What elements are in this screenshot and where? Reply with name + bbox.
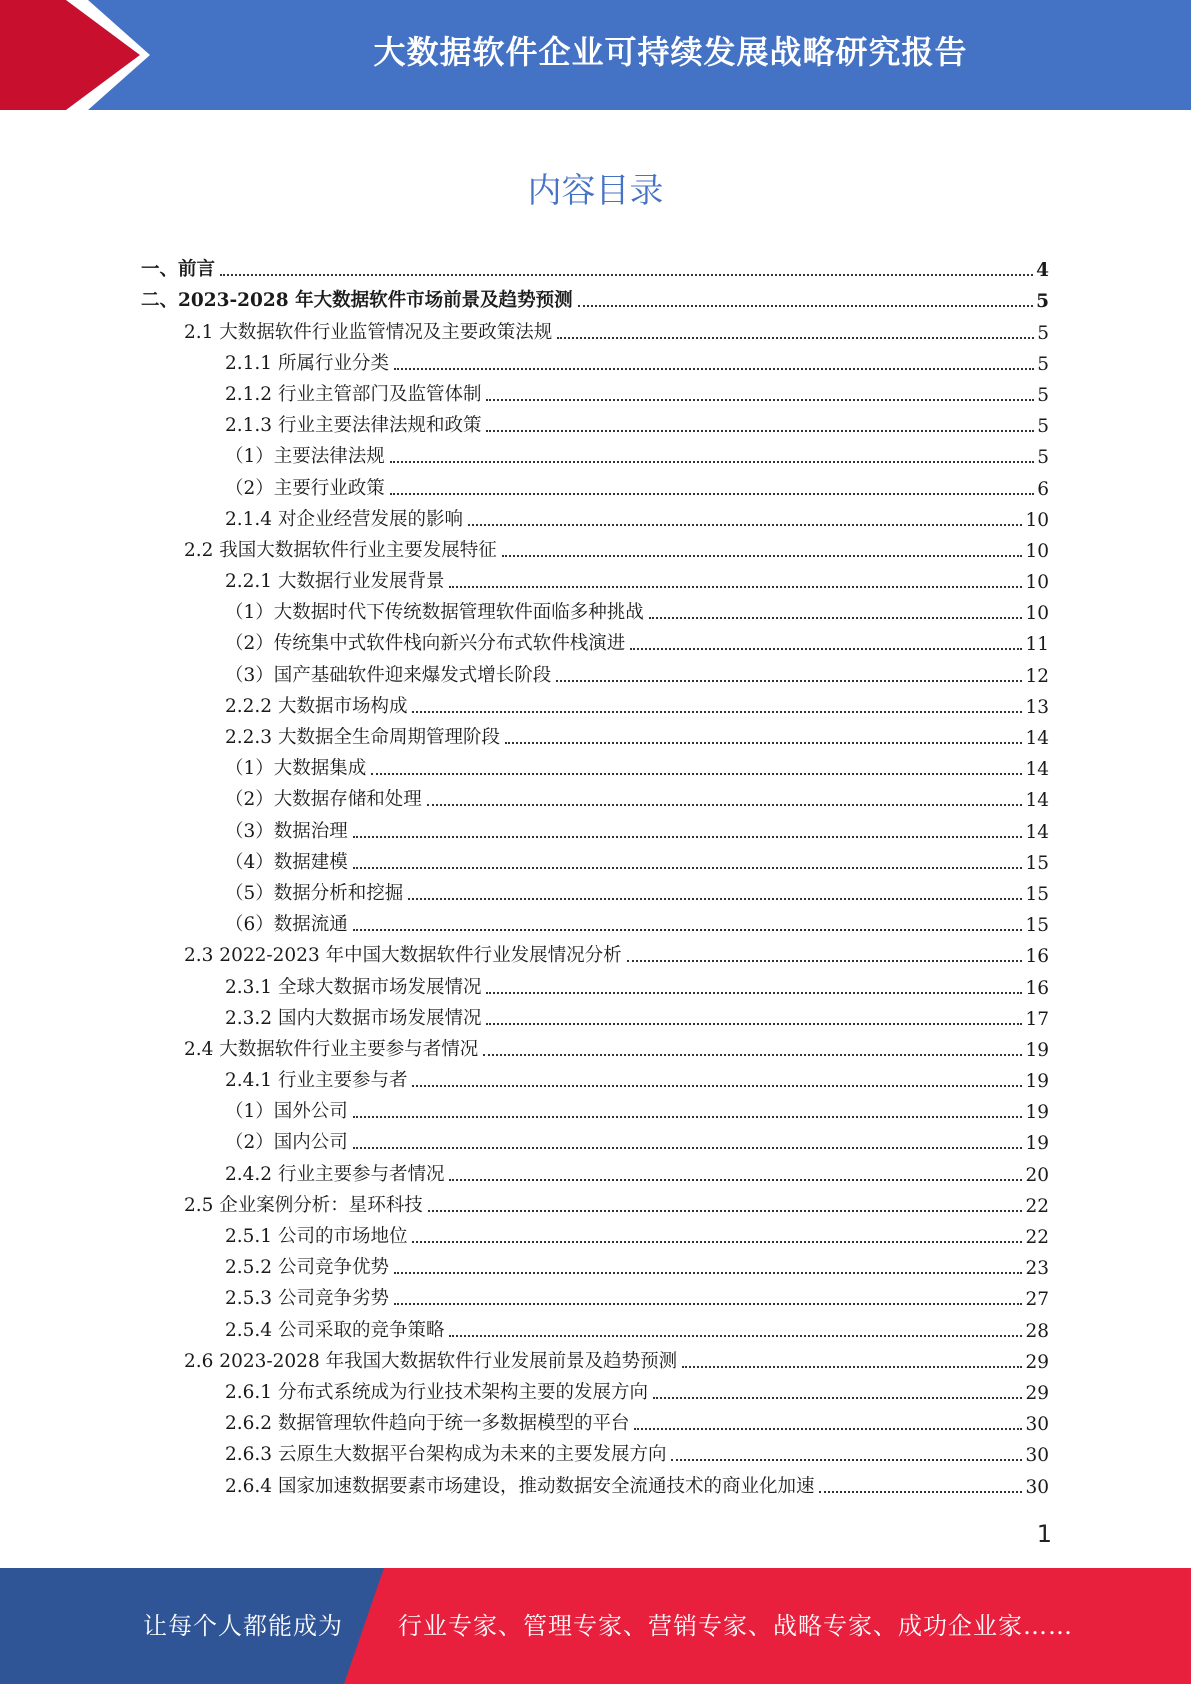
toc-entry-text: 2.6.3 云原生大数据平台架构成为未来的主要发展方向: [225, 1444, 667, 1466]
toc-dot-leader: [353, 1116, 1023, 1118]
toc-entry[interactable]: [141, 1190, 1049, 1221]
toc-entry[interactable]: [141, 1252, 1049, 1283]
footer-slogan-right: 行业专家、管理专家、营销专家、战略专家、成功企业家……: [398, 1612, 1073, 1640]
toc-entry-text: 2.1.1 所属行业分类: [225, 352, 389, 374]
toc-entry-page: 27: [1025, 1289, 1049, 1311]
toc-entry-text: 2.1 大数据软件行业监管情况及主要政策法规: [184, 321, 553, 343]
toc-entry[interactable]: [141, 441, 1049, 472]
report-title: 大数据软件企业可持续发展战略研究报告: [373, 33, 968, 71]
toc-entry-page: 5: [1037, 384, 1049, 406]
toc-entry-text: （5）数据分析和挖掘: [225, 882, 404, 904]
toc-entry[interactable]: [141, 691, 1049, 722]
toc-entry[interactable]: [141, 1346, 1049, 1377]
toc-entry-text: 2.2.3 大数据全生命周期管理阶段: [225, 727, 500, 748]
toc-dot-leader: [578, 305, 1034, 307]
toc-entry[interactable]: [141, 535, 1049, 566]
toc-entry[interactable]: [141, 1377, 1049, 1408]
toc-entry-text: （1）大数据时代下传统数据管理软件面临多种挑战: [225, 602, 644, 624]
toc-entry-text: 2.5.4 公司采取的竞争策略: [225, 1319, 445, 1341]
toc-entry-text: 一、前言: [141, 259, 216, 281]
toc-entry-page: 10: [1025, 603, 1049, 625]
toc-entry-text: 2.1.3 行业主要法律法规和政策: [225, 415, 482, 437]
toc-entry-text: 二、2023-2028 年大数据软件市场前景及趋势预测: [141, 290, 573, 312]
toc-entry[interactable]: [141, 285, 1049, 316]
toc-entry-text: 2.4 大数据软件行业主要参与者情况: [184, 1038, 479, 1060]
toc-entry-text: 2.3.2 国内大数据市场发展情况: [225, 1007, 482, 1029]
toc-entry[interactable]: [141, 1127, 1049, 1158]
toc-dot-leader: [371, 773, 1022, 775]
toc-dot-leader: [412, 1241, 1022, 1243]
toc-entry-text: 2.2.2 大数据市场构成: [225, 695, 408, 717]
footer-band: [0, 1568, 1191, 1684]
toc-entry[interactable]: [141, 1003, 1049, 1034]
toc-entry[interactable]: [141, 254, 1049, 285]
toc-entry-page: 16: [1025, 977, 1049, 999]
toc-entry-page: 6: [1037, 478, 1049, 500]
toc-entry-text: 2.5.1 公司的市场地位: [225, 1226, 408, 1247]
toc-entry[interactable]: [141, 472, 1049, 503]
toc-entry[interactable]: [141, 316, 1049, 347]
toc-entry-text: （1）国外公司: [225, 1101, 348, 1123]
toc-entry-page: 22: [1025, 1195, 1049, 1217]
toc-entry-page: 30: [1025, 1414, 1049, 1436]
toc-entry-page: 22: [1025, 1227, 1049, 1248]
toc-entry[interactable]: [141, 940, 1049, 971]
toc-entry-text: 2.5.2 公司竞争优势: [225, 1257, 389, 1279]
toc-dot-leader: [353, 929, 1023, 931]
toc-entry[interactable]: [141, 784, 1049, 815]
toc-entry[interactable]: [141, 1034, 1049, 1065]
toc-entry-page: 14: [1025, 821, 1049, 843]
toc-entry-text: （2）传统集中式软件栈向新兴分布式软件栈演进: [225, 633, 626, 655]
toc-entry-text: 2.1.2 行业主管部门及监管体制: [225, 383, 482, 405]
toc-entry[interactable]: [141, 847, 1049, 878]
toc-entry-text: （1）主要法律法规: [225, 446, 385, 468]
toc-entry-page: 19: [1025, 1039, 1049, 1061]
toc-entry-page: 19: [1025, 1102, 1049, 1124]
toc-entry[interactable]: [141, 348, 1049, 379]
toc-entry-page: 5: [1037, 322, 1049, 344]
toc-dot-leader: [394, 1303, 1022, 1305]
toc-dot-leader: [486, 992, 1022, 994]
toc-entry-page: 29: [1025, 1351, 1049, 1373]
toc-dot-leader: [449, 586, 1022, 588]
toc-dot-leader: [390, 461, 1034, 463]
toc-entry[interactable]: [141, 659, 1049, 690]
toc-entry-text: 2.3 2022-2023 年中国大数据软件行业发展情况分析: [184, 945, 622, 967]
toc-entry-page: 10: [1025, 540, 1049, 562]
toc-entry-page: 15: [1025, 852, 1049, 874]
toc-entry-page: 14: [1025, 728, 1049, 749]
toc-entry[interactable]: [141, 971, 1049, 1002]
toc-dot-leader: [353, 867, 1023, 869]
toc-dot-leader: [220, 274, 1033, 276]
toc-dot-leader: [486, 430, 1034, 432]
toc-entry[interactable]: [141, 815, 1049, 846]
toc-dot-leader: [627, 960, 1023, 962]
toc-entry-text: （4）数据建模: [225, 851, 348, 873]
page-number: 1: [1036, 1520, 1052, 1548]
toc-entry-page: 17: [1025, 1008, 1049, 1030]
toc-dot-leader: [428, 1210, 1023, 1212]
toc-dot-leader: [671, 1459, 1022, 1461]
toc-entry-page: 15: [1025, 883, 1049, 905]
toc-entry-text: 2.4.1 行业主要参与者: [225, 1070, 408, 1092]
toc-entry-text: 2.3.1 全球大数据市场发展情况: [225, 976, 482, 998]
toc-entry-page: 19: [1025, 1133, 1049, 1155]
toc-dot-leader: [486, 1023, 1022, 1025]
toc-entry-text: 2.6.4 国家加速数据要素市场建设，推动数据安全流通技术的商业化加速: [225, 1475, 815, 1497]
toc-dot-leader: [502, 555, 1023, 557]
toc-entry[interactable]: [141, 379, 1049, 410]
toc-dot-leader: [630, 648, 1022, 650]
toc-entry[interactable]: [141, 1221, 1049, 1252]
toc-entry-page: 19: [1025, 1071, 1049, 1093]
toc-dot-leader: [682, 1366, 1022, 1368]
toc-entry-text: （3）数据治理: [225, 820, 348, 842]
toc-dot-leader: [505, 742, 1022, 744]
toc-dot-leader: [394, 368, 1034, 370]
toc-entry-page: 14: [1025, 759, 1049, 781]
toc-entry[interactable]: [141, 909, 1049, 940]
toc-entry-text: 2.1.4 对企业经营发展的影响: [225, 508, 463, 530]
toc-entry-page: 23: [1025, 1258, 1049, 1280]
toc-entry-text: 2.5.3 公司竞争劣势: [225, 1288, 389, 1310]
toc-entry-page: 15: [1025, 915, 1049, 937]
toc-entry-text: （2）国内公司: [225, 1132, 348, 1154]
toc-dot-leader: [390, 493, 1034, 495]
toc-dot-leader: [557, 337, 1034, 339]
toc-dot-leader: [486, 399, 1034, 401]
toc-entry[interactable]: [141, 722, 1049, 753]
toc-dot-leader: [408, 898, 1022, 900]
toc-entry-text: 2.6 2023-2028 年我国大数据软件行业发展前景及趋势预测: [184, 1350, 678, 1372]
toc-entry-page: 28: [1025, 1320, 1049, 1342]
toc-entry-text: （1）大数据集成: [225, 758, 367, 780]
toc-dot-leader: [634, 1428, 1022, 1430]
toc-entry-page: 10: [1025, 572, 1049, 594]
toc-dot-leader: [427, 804, 1023, 806]
toc-entry[interactable]: [141, 1158, 1049, 1189]
footer-slogan-left: 让每个人都能成为: [143, 1612, 343, 1640]
toc-heading: 内容目录: [527, 171, 664, 211]
toc-dot-leader: [353, 1147, 1023, 1149]
toc-entry-page: 5: [1036, 291, 1049, 313]
toc-entry-page: 29: [1025, 1382, 1049, 1404]
toc-entry[interactable]: [141, 1408, 1049, 1439]
toc-entry[interactable]: [141, 1439, 1049, 1470]
toc-entry-text: （3）国产基础软件迎来爆发式增长阶段: [225, 664, 552, 686]
toc-entry-page: 13: [1025, 696, 1049, 718]
toc-dot-leader: [819, 1491, 1022, 1493]
toc-dot-leader: [468, 524, 1022, 526]
toc-dot-leader: [353, 836, 1023, 838]
toc-dot-leader: [556, 680, 1022, 682]
toc-entry-page: 5: [1037, 416, 1049, 438]
toc-entry[interactable]: [141, 597, 1049, 628]
toc-entry-page: 5: [1037, 353, 1049, 375]
toc-entry-page: 30: [1025, 1445, 1049, 1467]
toc-dot-leader: [649, 617, 1023, 619]
toc-entry[interactable]: [141, 1314, 1049, 1345]
toc-dot-leader: [394, 1272, 1022, 1274]
toc-entry-page: 5: [1037, 447, 1049, 469]
toc-entry[interactable]: [141, 1470, 1049, 1501]
toc-entry-text: （2）大数据存储和处理: [225, 789, 422, 811]
toc-entry-text: 2.6.1 分布式系统成为行业技术架构主要的发展方向: [225, 1381, 648, 1403]
toc-entry-page: 12: [1025, 665, 1049, 687]
toc-entry-text: 2.6.2 数据管理软件趋向于统一多数据模型的平台: [225, 1413, 630, 1435]
toc-dot-leader: [449, 1179, 1022, 1181]
toc-entry-page: 30: [1025, 1476, 1049, 1498]
toc-dot-leader: [412, 711, 1022, 713]
toc-entry-page: 10: [1025, 509, 1049, 531]
toc-entry[interactable]: [141, 1096, 1049, 1127]
toc-entry[interactable]: [141, 628, 1049, 659]
toc-entry-page: 20: [1025, 1164, 1049, 1186]
toc-dot-leader: [412, 1085, 1022, 1087]
toc-entry[interactable]: [141, 566, 1049, 597]
toc-entry-text: 2.4.2 行业主要参与者情况: [225, 1163, 445, 1185]
table-of-contents: [141, 254, 1049, 1502]
toc-entry-text: （2）主要行业政策: [225, 477, 385, 499]
toc-dot-leader: [449, 1335, 1022, 1337]
toc-entry-text: 2.5 企业案例分析：星环科技: [184, 1194, 423, 1216]
toc-entry-page: 4: [1036, 260, 1049, 282]
toc-entry[interactable]: [141, 878, 1049, 909]
toc-entry[interactable]: [141, 504, 1049, 535]
toc-entry-page: 11: [1025, 634, 1049, 656]
toc-entry-text: （6）数据流通: [225, 914, 348, 936]
toc-entry-page: 14: [1025, 790, 1049, 812]
toc-entry-text: 2.2 我国大数据软件行业主要发展特征: [184, 539, 497, 561]
toc-entry-page: 16: [1025, 946, 1049, 968]
toc-dot-leader: [653, 1397, 1022, 1399]
toc-dot-leader: [483, 1054, 1022, 1056]
toc-entry-text: 2.2.1 大数据行业发展背景: [225, 571, 445, 593]
toc-entry[interactable]: [141, 410, 1049, 441]
header-band: [0, 0, 1191, 110]
toc-entry[interactable]: [141, 1065, 1049, 1096]
toc-entry[interactable]: [141, 1283, 1049, 1314]
toc-entry[interactable]: [141, 753, 1049, 784]
